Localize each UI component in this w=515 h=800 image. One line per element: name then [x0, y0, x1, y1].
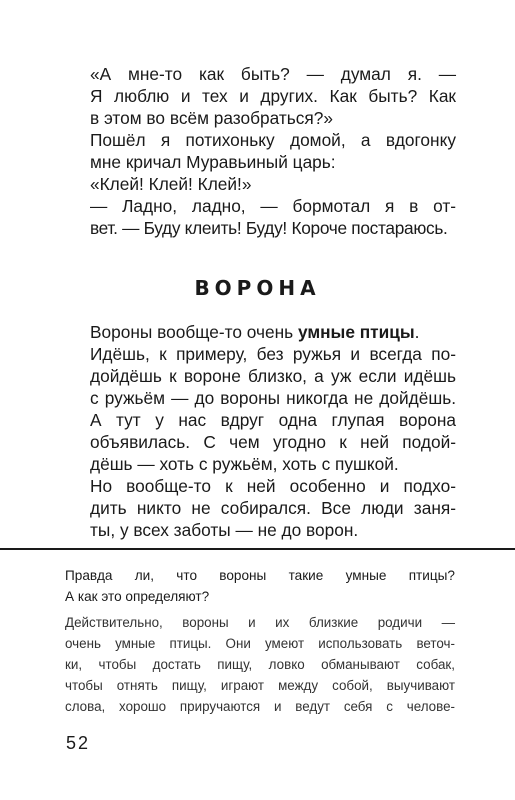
answer-line: очень умные птицы. Они умеют использовать веточ- — [65, 636, 455, 651]
text-span: Вороны вообще-то очень — [90, 322, 298, 342]
question-box — [65, 565, 455, 607]
question-line: А как это определяют? — [65, 589, 210, 604]
question-line: Правда ли, что вороны такие умные птицы? — [65, 568, 455, 583]
text-line — [90, 321, 456, 343]
answer-line: чтобы отнять пищу, играют между собой, выучивают — [65, 678, 455, 693]
text-line: «А мне-то как быть? — думал я. — — [90, 64, 456, 84]
text-line: Пошёл я потихоньку домой, а вдогонку — [90, 130, 456, 150]
text-line: Идёшь, к примеру, без ружья и всегда по- — [90, 344, 456, 364]
text-line: «Клей! Клей! Клей!» — [90, 174, 252, 194]
section-divider — [0, 548, 515, 550]
emphasis-text: умные птицы — [297, 322, 415, 342]
answer-box — [65, 612, 455, 717]
answer-line: Действительно, вороны и их близкие родичи — — [65, 615, 455, 630]
text-line: Я люблю и тех и других. Как быть? Как — [90, 86, 456, 106]
text-line: дойдёшь к вороне близко, а уж если идёшь — [90, 366, 456, 386]
text-line: дить никто не собирался. Все люди заня- — [90, 498, 456, 518]
story-continuation — [90, 63, 456, 239]
text-line: с ружьём — до вороны никогда не дойдёшь. — [90, 388, 456, 408]
text-line: мне кричал Муравьиный царь: — [90, 152, 336, 172]
chapter-heading: ВОРОНА — [194, 276, 321, 300]
text-line: дёшь — хоть с ружьём, хоть с пушкой. — [90, 454, 399, 474]
text-line: объявилась. С чем угодно к ней подой- — [90, 432, 456, 452]
text-line: Но вообще-то к ней особенно и подхо- — [90, 476, 456, 496]
text-line: ты, у всех заботы — не до ворон. — [90, 520, 359, 540]
answer-line: слова, хорошо приручаются и ведут себя с челове- — [65, 699, 455, 714]
text-line: А тут у нас вдруг одна глупая ворона — [90, 410, 456, 430]
answer-line: ки, чтобы достать пищу, ловко обманывают собак, — [65, 657, 455, 672]
story-text — [90, 321, 456, 541]
text-line: вет. — Буду клеить! Буду! Короче постараюсь. — [90, 218, 448, 238]
page-number: 52 — [66, 733, 91, 753]
text-span: . — [414, 322, 420, 342]
text-line: в этом во всём разобраться?» — [90, 108, 333, 128]
text-line: — Ладно, ладно, — бормотал я в от- — [90, 196, 456, 216]
